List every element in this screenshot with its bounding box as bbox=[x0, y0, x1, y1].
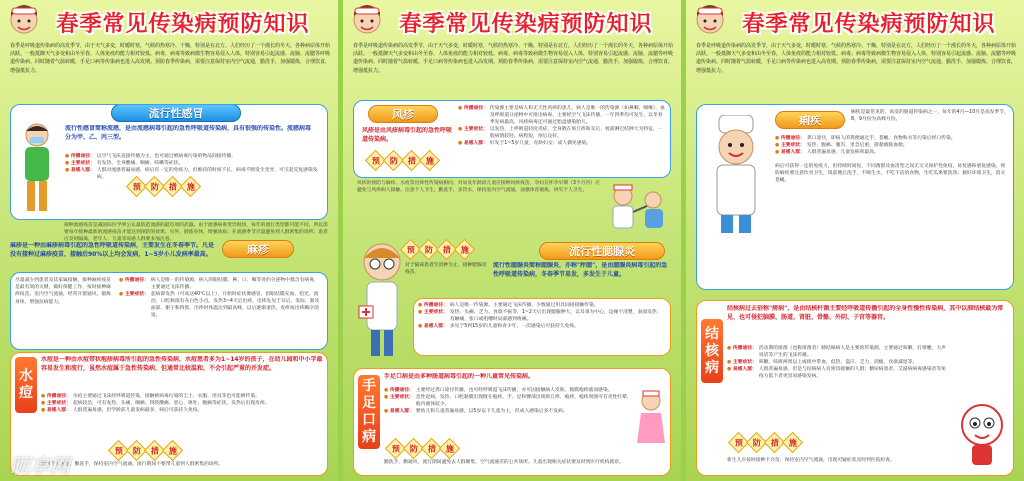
flu-row: ● 主要症状： 有发热、全身酸痛、咽痛、咳嗽等症状。 bbox=[65, 160, 320, 167]
flu-rows bbox=[65, 153, 320, 181]
tb-prevent: 新生儿应按时接种卡介苗，保持室内空气流通，出现可疑症状及时到医院检查。 bbox=[727, 458, 895, 463]
dysentery-prevent: 病后可获得一定的免疫力，但持续时间短，不同菌群及血清型之间无交叉保护性免疫，易复感和重复感染。预防痢疾要注意饮食卫生，饭前便后洗手，不喝生水，不吃不洁的食物，生吃瓜果要洗净。搞好环境卫生，消灭苍蝇。 bbox=[775, 164, 1006, 184]
tb-row: ● 主要症状： 咳嗽、咳痰两周以上或痰中带血，低热、盗汗、乏力、消瘦、食欲减退等。 bbox=[727, 359, 947, 366]
rubella-ppc: 预 防 措 施 bbox=[368, 153, 437, 168]
varicella-row: ● 传播途径： 水痘主要通过飞沫经呼吸道传染，接触被病毒污染的尘土、衣服、用具等也可能被传染。 bbox=[41, 393, 323, 400]
measles-rows bbox=[119, 277, 323, 319]
varicella-ppc: 预 防 措 施 bbox=[111, 443, 180, 458]
hfmd-lead: 手足口病是由多种肠道病毒引起的一种儿童常见传染病。 bbox=[384, 373, 535, 380]
measles-lead: 麻疹是一种由麻疹病毒引起的急性呼吸道传染病，主要发生在冬春季节。凡是没有接种过麻疹疫苗，接触后90%以上均会发病，1~5岁小儿发病率最高。 bbox=[10, 242, 215, 258]
varicella-lead: 水痘是一种由水痘带状疱疹病毒所引起的急性传染病，水痘患者多为1~14岁的孩子，在幼儿园和中小学最容易发生和流行，虽然水痘属于急性传染病，但通常比较温和，不会引起严重的并发症。 bbox=[41, 356, 323, 372]
tb-card bbox=[696, 300, 1014, 476]
rubella-row: ● 传播途径： 传染源主要是病人和无天性风疹的患儿，病人是唯一的传染源（如鼻咽、咽喉）、血及呼吸道分泌物中可排出病毒，主要经空气飞沫传播，一年四季均可发生，以冬春季发病最高，风疹病毒还可通过胎盘感染胎儿。 bbox=[458, 105, 666, 126]
intro-text: 春季是呼吸道传染病的高发季节，由于天气多变，时暖时寒，气候的热寒冷、干燥，特别是在北方，人们经历了一个漫长的冬天，各种病原体开始活跃。一般抵御天气多变和由冬至春，人体免疫的能力相对较低。病毒、病毒等致病微生物容易侵入人体，特别容易引起流感、流脑、流腮等呼吸道传染病。同时随着气温转暖，手足口病等传染病也进入高发期。预防春季传染病，需要注意保持室内空气流通，勤洗手，加强锻炼，合理饮食，增强抵抗力。 bbox=[696, 43, 1016, 74]
tb-lead: 结核病过去俗称"痨病"，是由结核杆菌主要经呼吸道传播引起的全身性慢性传染病，其中以肺结核最为常见，也可侵犯脑膜、肠道、肾脏、骨骼、外阴、子宫等器官。 bbox=[727, 305, 1004, 321]
watermark-logo: 昵享网 bbox=[10, 454, 70, 478]
varicella-row: ● 易感人群： 人群普遍易感，但学龄前儿童发病最多，病后可获持久免疫。 bbox=[41, 407, 323, 414]
tb-row: ● 易感人群： 人群普遍易感，但是与结核病人有密切接触的人群；糖尿病患者、艾滋病病毒感染者等免疫力低下者更容易感染发病。 bbox=[727, 366, 947, 380]
doctor-cartoon-icon bbox=[357, 240, 407, 360]
mumps-lead: 流行性腮腺炎简称腮腺炎，亦称"痄腮"，是由腮腺炎病毒引起的急性呼吸道传染病，冬春季节易发，多发生于儿童。 bbox=[493, 262, 668, 278]
rubella-rows bbox=[458, 105, 666, 147]
hfmd-label: 手 足 口 病 bbox=[358, 375, 380, 449]
hfmd-ppc: 预 防 措 施 bbox=[388, 441, 457, 456]
tb-label: 结 核 病 bbox=[701, 319, 723, 383]
measles-row: ● 主要症状： 起病即发热（可高达40℃以上），开始时症状像感冒，但眼结膜充血、怕光、流泪，口腔颊部有灰白色小点。发热3~4天后出疹，皮疹先见于耳后、发际，渐及面部、躯干和四肢。出疹时体温达到最高峰，以后逐渐退热，皮疹按出疹顺序消退。 bbox=[119, 291, 323, 319]
intro-text: 春季是呼吸道传染病的高发季节，由于天气多变，时暖时寒，气候的热寒冷、干燥，特别是在北方，人们经历了一个漫长的冬天，各种病原体开始活跃。一般抵御天气多变和由冬至春，人体免疫的能力相对较低。病毒、病毒等致病微生物容易侵入人体，特别容易引起流感、流脑、流腮等呼吸道传染病。同时随着气温转暖，手足口病等传染病也进入高发期。预防春季传染病，需要注意保持室内空气流通，勤洗手，加强锻炼，合理饮食，增强抵抗力。 bbox=[353, 43, 673, 74]
germ-cartoon-icon bbox=[955, 397, 1009, 471]
hfmd-rows bbox=[384, 387, 632, 415]
dysentery-lead: 痢疾是最常见的、高发的肠道传染病之一，每年的4月—10月是高发季节，8、9月份为高峰月份。 bbox=[851, 110, 1009, 123]
mumps-card bbox=[413, 298, 671, 356]
flu-row: ● 传播途径： 以空气飞沫直接传播为主，也可通过被病毒污染的物品间接传播。 bbox=[65, 153, 320, 160]
mumps-heading: 流行性腮腺炎 bbox=[539, 242, 665, 260]
mumps-rows bbox=[418, 302, 666, 330]
poster-title: 春季常见传染病预防知识 bbox=[56, 11, 310, 37]
mumps-side: 对于隔离患者至消肿为止，接种腮腺炎疫苗。 bbox=[405, 263, 487, 276]
poster-title: 春季常见传染病预防知识 bbox=[742, 11, 996, 37]
varicella-prevent: 注意个人卫生，勤洗手，保持室内空气流通。流行期间不要带儿童到人群密集的场所。 bbox=[41, 462, 224, 467]
nurse-icon bbox=[636, 389, 666, 449]
dysentery-row: ● 易感人群： 人群普遍易感，儿童发病率最高。 bbox=[775, 149, 1009, 156]
poster-title: 春季常见传染病预防知识 bbox=[399, 11, 653, 37]
flu-heading: 流行性感冒 bbox=[111, 104, 241, 122]
flu-card bbox=[10, 104, 328, 220]
measles-prevent: 尽量减少到患者及其家属接触，接种麻疹疫苗是最有效的关键，做好保健工作，按时接种麻疹疫苗。室内空气流通，经常开窗通风，锻炼身体，增强抗病能力。 bbox=[15, 278, 111, 305]
poster-panel-1 bbox=[0, 0, 338, 481]
rubella-row: ● 易感人群： 好发于1~5岁儿童，育龄妇女；成人偶见感染。 bbox=[458, 140, 666, 147]
dysentery-row: ● 主要症状： 发热、腹痛、腹泻、里急后重、排黏液脓血便。 bbox=[775, 142, 1009, 149]
poster-panel-2 bbox=[343, 0, 681, 481]
flu-prevent: 接种流感疫苗是减国际医学界公认最防范流感的最有效的武器。由于流感病毒变异很快，每年的流行类型都可能不同，所以需要每年接种最新的流感疫苗才能达到预防的效果。另外，锻炼身体，增强体质；在流感季节尽量避免到人群密集的场所；患者应及时隔离，老年人、儿童等易感人群要多加注意。 bbox=[64, 223, 328, 243]
poster-panel-3 bbox=[686, 0, 1024, 481]
rubella-prevent: 风疹的预防与麻疹、水痘等出疹性传染病相同。对易发年龄段儿童应接种风疹疫苗，孕妇在怀孕早期（3个月内）应避免与风疹病人接触。注意个人卫生，勤洗手，多饮水，保持室内空气流通。加强体育锻炼，讲究个人卫生。 bbox=[357, 181, 600, 194]
mumps-ppc: 预 防 措 施 bbox=[403, 242, 472, 257]
dysentery-heading: 痢疾 bbox=[775, 111, 845, 129]
rubella-side: 风疹是由风疹病毒引起的急性呼吸道传染病。 bbox=[362, 127, 452, 143]
doctor-chef-icon bbox=[703, 115, 769, 235]
nurse-injection-icon bbox=[605, 182, 671, 230]
tb-rows bbox=[727, 345, 947, 380]
flu-ppc: 预 防 措 施 bbox=[129, 179, 198, 194]
dysentery-rows bbox=[775, 135, 1009, 156]
rubella-card bbox=[353, 100, 671, 178]
dysentery-row: ● 传播途径： 粪口途径，即病人的粪便通过手、苍蝇、食物和水等污染后经口传染。 bbox=[775, 135, 1009, 142]
measles-heading: 麻疹 bbox=[222, 240, 294, 258]
varicella-row: ● 主要症状： 起病较急，可有发热、头痛、咽痛、四肢酸痛、恶心、呕吐、腹痛等症状，发热后出现皮疹。 bbox=[41, 400, 323, 407]
measles-card bbox=[10, 272, 328, 350]
varicella-rows bbox=[41, 393, 323, 414]
hfmd-prevent: 勤洗手、勤通风、流行期间避免去人群聚集、空气流通差的公共场所。儿童出现相关症状要及时到医疗机构就诊。 bbox=[384, 460, 624, 465]
hfmd-row: ● 传播途径： 主要经过粪口途径传播，也可经呼吸道飞沫传播，亦可因接触病人皮肤、黏膜疱疹液而感染。 bbox=[384, 387, 632, 394]
hfmd-row: ● 主要症状： 急性起病，发热，口腔黏膜出现散在疱疹，手、足和臀部出现斑丘疹、疱疹，疱疹周围可有炎性红晕，疱内液体较少。 bbox=[384, 394, 632, 408]
rubella-row: ● 主要症状： 以发热、上呼吸道轻度炎症、全身散在斑丘疹和耳后、枕部淋巴结肿大为特征，一般病情较轻，病程短，预后良好。 bbox=[458, 126, 666, 140]
intro-text: 春季是呼吸道传染病的高发季节，由于天气多变，时暖时寒，气候的热寒冷、干燥，特别是在北方，人们经历了一个漫长的冬天，各种病原体开始活跃。一般抵御天气多变和由冬至春，人体免疫的能力相对较低。病毒、病毒等致病微生物容易侵入人体，特别容易引起流感、流脑、流腮等呼吸道传染病。同时随着气温转暖，手足口病等传染病也进入高发期。预防春季传染病，需要注意保持室内空气流通，勤洗手，加强锻炼，合理饮食，增强抵抗力。 bbox=[10, 43, 330, 74]
varicella-label: 水 痘 bbox=[15, 357, 37, 413]
rubella-heading: 风疹 bbox=[368, 105, 438, 123]
mumps-row: ● 主要症状： 发热、头痛、乏力、食欲不振等，1~2天后出现腮腺肿大，以耳垂为中心，边缘不清楚，表面发热、有触痛，张口或咀嚼时局部感到疼痛。 bbox=[418, 309, 666, 323]
flu-row: ● 易感人群： 人群对流感普遍易感，病后有一定的免疫力，但维持的时间不长，病毒不断发生变异，可引起反复感染发病。 bbox=[65, 167, 320, 181]
mumps-row: ● 易感人群： 多见于5到15岁的儿童和青少年，一次感染后可获持久免疫。 bbox=[418, 323, 666, 330]
hfmd-card bbox=[353, 368, 671, 476]
hfmd-row: ● 易感人群： 婴幼儿和儿童普遍易感，以5岁以下儿童为主，但成人感染后多不发病。 bbox=[384, 408, 632, 415]
dysentery-card bbox=[696, 104, 1014, 290]
mumps-row: ● 传播途径： 病人是唯一传染源，主要通过飞沫传播，少数通过用具间接接触传染。 bbox=[418, 302, 666, 309]
flu-lead: 流行性感冒简称流感，是由流感病毒引起的急性呼吸道传染病，具有很强的传染性。流感病毒分为甲、乙、丙三型。 bbox=[65, 125, 312, 141]
measles-row: ● 传播途径： 病人是唯一的传染源，病人的眼结膜、鼻、口、咽等处的分泌物中都含有病毒，主要通过飞沫传播。 bbox=[119, 277, 323, 291]
sick-boy-icon bbox=[15, 121, 59, 217]
tb-ppc: 预 防 措 施 bbox=[731, 435, 800, 450]
tb-row: ● 传播途径： 活动期的排菌（也称排菌者）肺结核病人是主要的传染源，主要通过咳嗽、打喷嚏、大声说话等产生的飞沫传播。 bbox=[727, 345, 947, 359]
